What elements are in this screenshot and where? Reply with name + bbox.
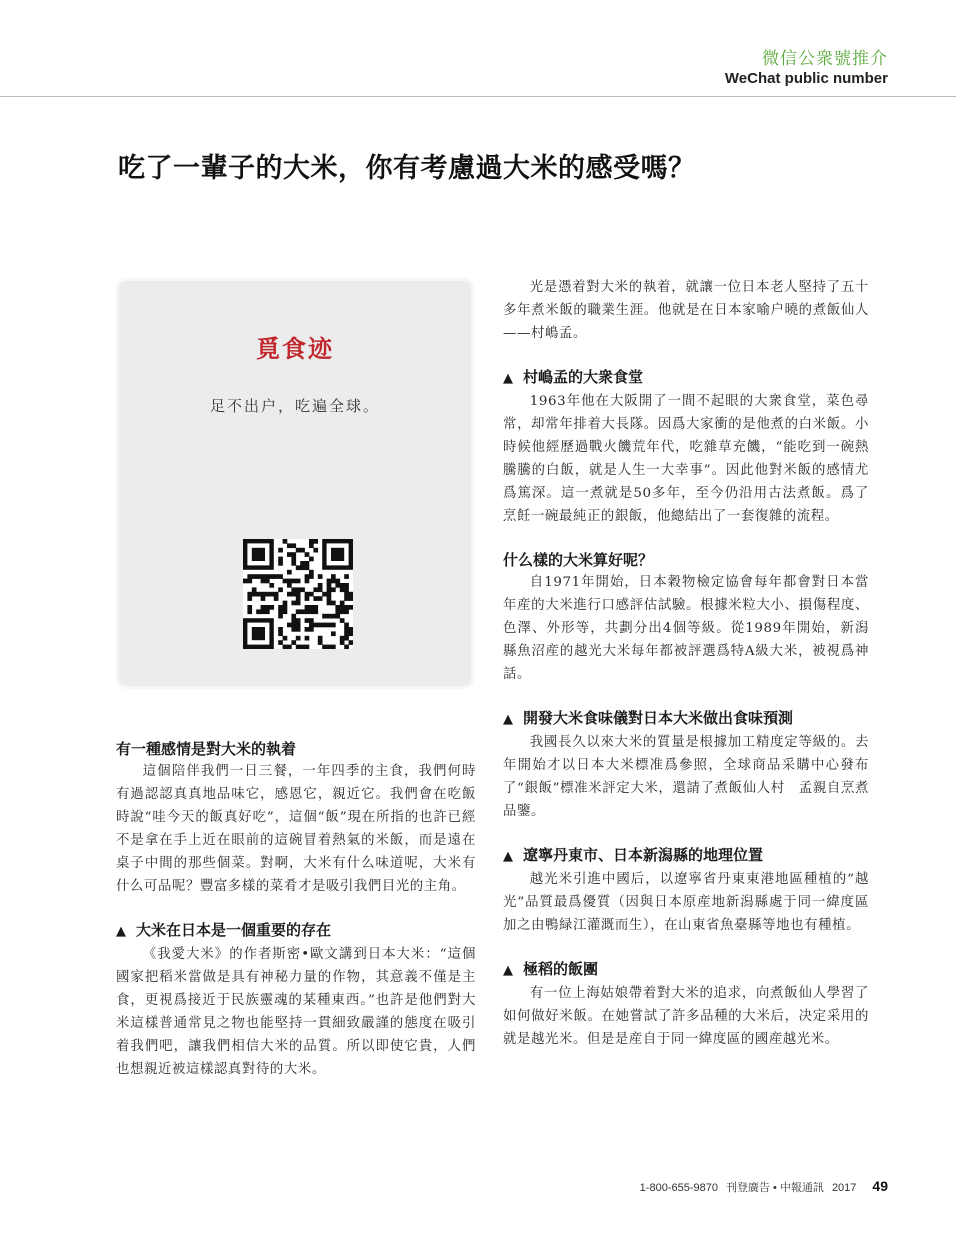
triangle-marker-icon: ▲ xyxy=(503,849,513,864)
section-heading: ▲ 極稻的飯團 xyxy=(503,958,869,982)
wechat-promo-card xyxy=(116,278,474,689)
section-label-cn: 微信公衆號推介 xyxy=(762,49,888,69)
section-body: 越光米引進中國后，以遼寧省丹東東港地區種植的“越光”品質最爲優質（因與日本原産地新潟縣處于同一緯度區加之由鴨緑江灌溉而生），在山東省魚臺縣等地也有種植。 xyxy=(503,872,869,933)
qr-code-icon[interactable] xyxy=(243,539,353,649)
triangle-marker-icon: ▲ xyxy=(503,963,513,978)
page-footer xyxy=(640,1178,888,1195)
account-slogan: 足不出户，吃遍全球。 xyxy=(209,397,380,415)
article-title: 吃了一輩子的大米，你有考慮過大米的感受嗎？ xyxy=(118,153,696,184)
section-body: 有一位上海姑娘帶着對大米的追求，向煮飯仙人學習了如何做好米飯。在她嘗試了許多品種的大米后，决定采用的就是越光米。但是是産自于同一緯度區的國産越光米。 xyxy=(503,986,869,1047)
section-body: 自1971年開始，日本穀物檢定協會每年都會對日本當年産的大米進行口感評估試驗。根據米粒大小、損傷程度、色澤、外形等，共劃分出4個等級。從1989年開始，新潟縣魚沼産的越光大米每年都被評選爲特A級大米，被視爲神話。 xyxy=(503,575,869,682)
header-divider xyxy=(0,96,956,97)
triangle-marker-icon: ▲ xyxy=(503,712,513,727)
triangle-marker-icon: ▲ xyxy=(503,371,513,386)
section-heading: ▲ 村嶋孟的大衆食堂 xyxy=(503,366,869,390)
section-heading: 什么樣的大米算好呢？ xyxy=(503,551,654,569)
section-body: 1963年他在大阪開了一間不起眼的大衆食堂，菜色尋常，却常年排着大長隊。因爲大家衝的是他煮的白米飯。小時候他經歷過戰火饑荒年代，吃雜草充饑，“能吃到一碗熱騰騰的白飯，就是人生一大幸事”。因此他對米飯的感情尤爲篤深。這一煮就是50多年，至今仍沿用古法煮飯。爲了烹飪一碗最純正的銀飯，他總結出了一套復雜的流程。 xyxy=(503,394,869,524)
footer-label: 刊登廣告 • 中報通訊 xyxy=(725,1182,824,1194)
intro-paragraph: 光是憑着對大米的執着，就讓一位日本老人堅持了五十多年煮米飯的職業生涯。他就是在日本家喻户曉的煮飯仙人——村嶋孟。 xyxy=(503,280,869,341)
right-column xyxy=(503,276,869,1051)
section-heading: ▲ 開發大米食味儀對日本大米做出食味預測 xyxy=(503,707,869,731)
footer-year: 2017 xyxy=(831,1182,857,1194)
section-label-en: WeChat public number xyxy=(724,70,888,87)
account-name: 覓食迹 xyxy=(256,335,334,363)
triangle-marker-icon: ▲ xyxy=(116,924,126,939)
left-column xyxy=(116,738,476,1081)
section-heading: ▲ 遼寧丹東市、日本新潟縣的地理位置 xyxy=(503,844,869,868)
section-heading: ▲ 大米在日本是一個重要的存在 xyxy=(116,919,476,943)
footer-phone: 1-800-655-9870 xyxy=(639,1182,718,1194)
section-body: 這個陪伴我們一日三餐，一年四季的主食，我們何時有過認認真真地品味它，感恩它，親近它。我們會在吃飯時說“哇今天的飯真好吃”，這個“飯”現在所指的也許已經不是拿在手上近在眼前的這碗冒着熱氣的米飯，而是遠在桌子中間的那些個菜。對啊，大米有什么味道呢，大米有什么可品呢？豐富多樣的菜肴才是吸引我們目光的主角。 xyxy=(116,764,476,894)
section-body: 《我愛大米》的作者斯密•歐文講到日本大米：“這個國家把稻米當做是具有神秘力量的作物，其意義不僅是主食，更視爲接近于民族靈魂的某種東西。”也許是他們對大米這樣普通常見之物也能堅持一貫細致嚴謹的態度在吸引着我們吧，讓我們相信大米的品質。所以即使它貴，人們也想親近被這樣認真對待的大米。 xyxy=(116,947,476,1077)
section-heading: 有一種感情是對大米的執着 xyxy=(116,740,297,758)
page-number: 49 xyxy=(872,1178,888,1194)
section-body: 我國長久以來大米的質量是根據加工精度定等級的。去年開始才以日本大米標准爲參照，全球商品采購中心發布了“銀飯”標准米評定大米，還請了煮飯仙人村 孟親自烹煮品鑒。 xyxy=(503,735,869,819)
